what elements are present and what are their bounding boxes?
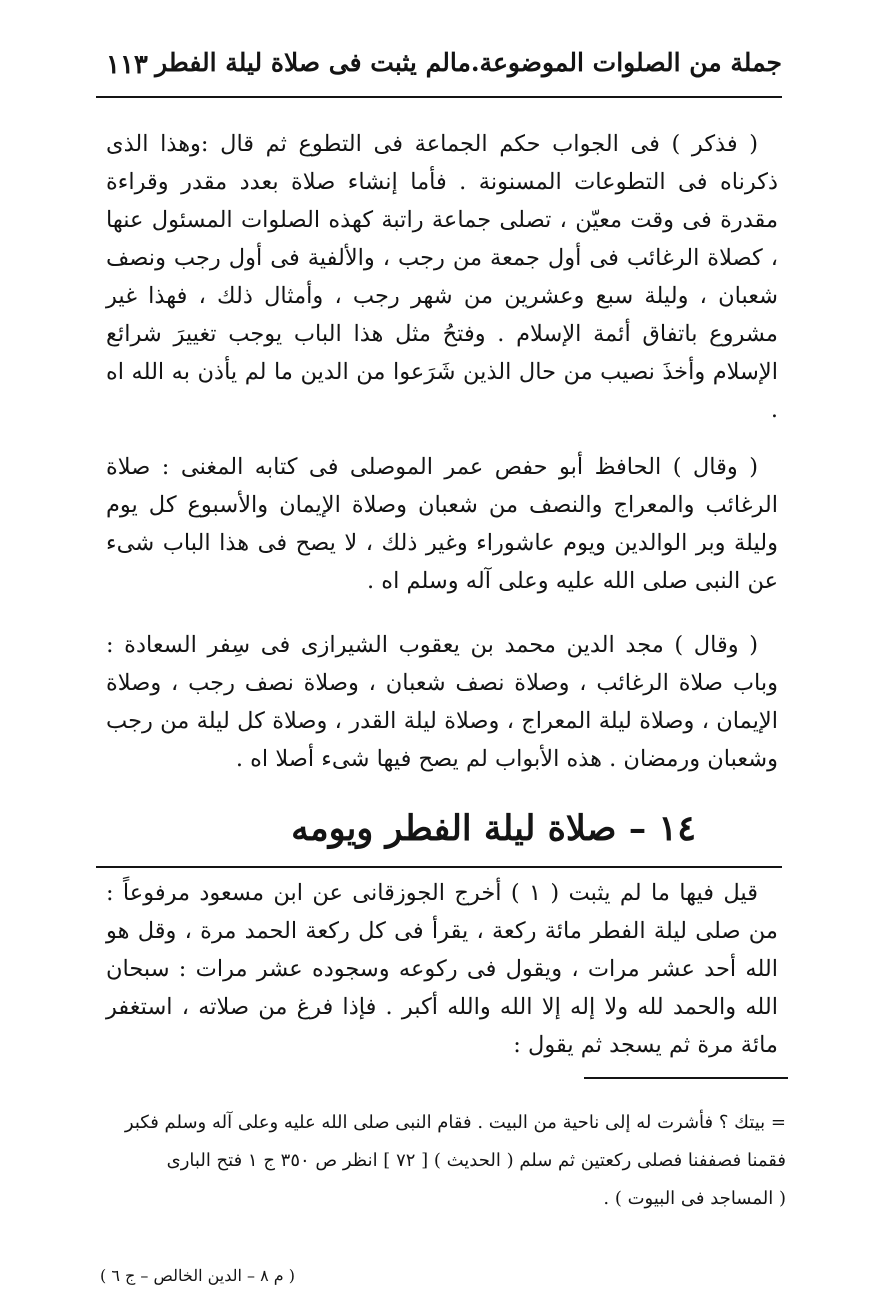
paragraph-al-mawsili [106, 448, 778, 600]
page-number: ١١٣ [106, 50, 148, 80]
footnote-line: فقمنا فصففنا فصلى ركعتين ثم سلم ( الحديث ) [ ٧٢ ] انظر ص ٣٥٠ ج ١ فتح البارى [166, 1150, 786, 1171]
footnote [106, 1104, 786, 1218]
paragraph-text: ( وقال ) الحافظ أبو حفص عمر الموصلى فى كتابه المغنى : صلاة الرغائب والمعراج والنصف من شعبان وصلاة الإيمان والأسبوع كل يوم وليلة وبر الوالدين ويوم عاشوراء وغير ذلك ، لا يصح فى هذا الباب شىء عن النبى صلى الله عليه وعلى آله وسلم اه . [106, 454, 778, 594]
running-title: جملة من الصلوات الموضوعة.مالم يثبت فى صلاة ليلة الفطر [155, 48, 782, 77]
paragraph-text: ( وقال ) مجد الدين محمد بن يعقوب الشيرازى فى سِفر السعادة : وباب صلاة الرغائب ، وصلاة نصف شعبان ، وصلاة نصف رجب ، وصلاة الإيمان ، وصلاة ليلة المعراج ، وصلاة ليلة القدر ، وصلاة كل ليلة من رجب وشعبان ورمضان . هذه الأبواب لم يصح فيها شىء أصلا اه . [106, 632, 778, 772]
paragraph-ibn-taymiyya [106, 125, 778, 429]
section-heading: ١٤ – صلاة ليلة الفطر ويومه [291, 808, 696, 849]
heading-rule [96, 866, 782, 868]
footnote-line: = بيتك ؟ فأشرت له إلى ناحية من البيت . فقام النبى صلى الله عليه وعلى آله وسلم فكبر [124, 1112, 786, 1133]
footnote-line: ( المساجد فى البيوت ) . [603, 1188, 786, 1209]
header-rule [96, 96, 782, 98]
page-header [96, 40, 782, 96]
footnote-rule [584, 1077, 788, 1079]
paragraph-al-shirazi [106, 626, 778, 778]
paragraph-text: ( فذكر ) فى الجواب حكم الجماعة فى التطوع ثم قال :وهذا الذى ذكرناه فى التطوعات المسنونة . فأما إنشاء صلاة بعدد مقدر وقراءة مقدرة فى وقت معيّن ، تصلى جماعة راتبة كهذه الصلوات المسئول عنها ، كصلاة الرغائب فى أول جمعة من رجب ، والألفية فى أول رجب ونصف شعبان ، وليلة سبع وعشرين من شهر رجب ، وأمثال ذلك ، فهذا غير مشروع باتفاق أئمة الإسلام . وفتحُ مثل هذا الباب يوجب تغييرَ شرائع الإسلام وأخذَ نصيب من حال الذين شَرَعوا من الدين ما لم يأذن به الله اه . [106, 131, 778, 423]
paragraph-text: قيل فيها ما لم يثبت ( ١ ) أخرج الجوزقانى عن ابن مسعود مرفوعاً : من صلى ليلة الفطر مائة ركعة ، يقرأ فى كل ركعة الحمد مرة ، وقل هو الله أحد عشر مرات ، ويقول فى ركوعه وسجوده عشر مرات : سبحان الله والحمد لله ولا إله إلا الله والله أكبر . فإذا فرغ من صلاته ، استغفر مائة مرة ثم يسجد ثم يقول : [106, 880, 778, 1058]
printer-signature: ( م ٨ – الدين الخالص – ج ٦ ) [100, 1266, 296, 1285]
section-paragraph [106, 874, 778, 1064]
